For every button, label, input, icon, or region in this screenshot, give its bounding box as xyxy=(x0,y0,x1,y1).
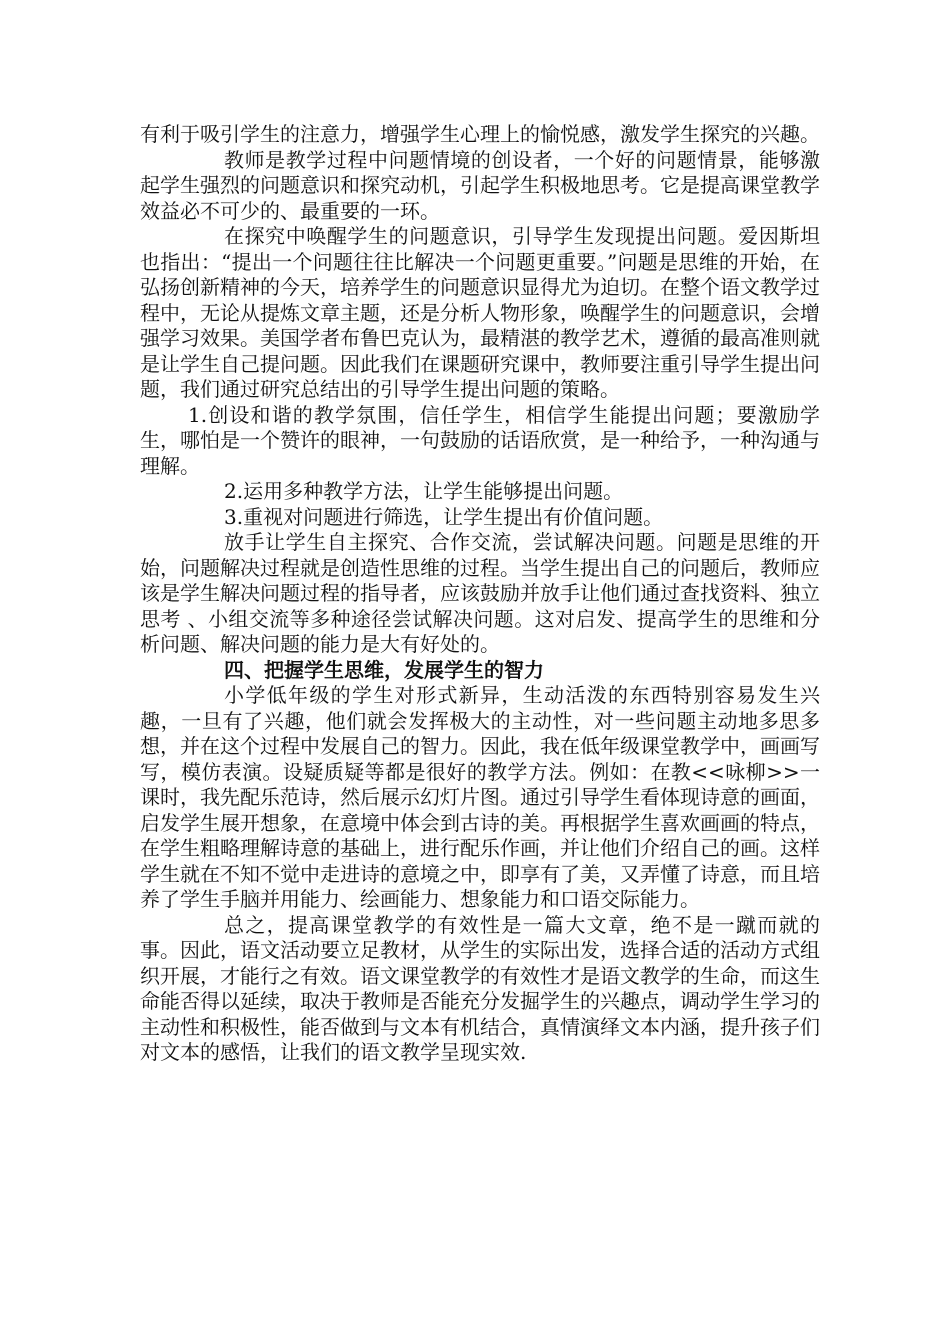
document-page xyxy=(140,122,820,1066)
paragraph-problem-awareness: 在探究中唤醒学生的问题意识，引导学生发现提出问题。爱因斯坦也指出：“提出一个问题往往比解决一个问题更重要。”问题是思维的开始，在弘扬创新精神的今天，培养学生的问题意识显得尤为迫切。在整个语文教学过程中，无论从提炼文章主题，还是分析人物形象，唤醒学生的问题意识，会增强学习效果。美国学者布鲁巴克认为，最精湛的教学艺术，遵循的最高准则就是让学生自己提问题。因此我们在课题研究课中，教师要注重引导学生提出问题，我们通过研究总结出的引导学生提出问题的策略。 xyxy=(140,224,820,401)
list-item-2: 2.运用多种教学方法，让学生能够提出问题。 xyxy=(224,479,624,503)
paragraph-conclusion: 总之，提高课堂教学的有效性是一篇大文章，绝不是一蹴而就的事。因此，语文活动要立足教材，从学生的实际出发，选择合适的活动方式组织开展，才能行之有效。语文课堂教学的有效性才是语文教学的生命，而这生命能否得以延续，取决于教师是否能充分发掘学生的兴趣点，调动学生学习的主动性和积极性，能否做到与文本有机结合，真情演绎文本内涵，提升孩子们对文本的感悟，让我们的语文教学呈现实效. xyxy=(140,912,820,1064)
paragraph-problem-situation: 教师是教学过程中问题情境的创设者，一个好的问题情景，能够激起学生强烈的问题意识和探究动机，引起学生积极地思考。它是提高课堂教学效益必不可少的、最重要的一环。 xyxy=(140,147,820,223)
list-item-1: 1.创设和谐的教学氛围，信任学生，相信学生能提出问题；要激励学生，哪怕是一个赞许的眼神，一句鼓励的话语欣赏，是一种给予，一种沟通与理解。 xyxy=(140,402,820,478)
paragraph-self-exploration: 放手让学生自主探究、合作交流，尝试解决问题。问题是思维的开始，问题解决过程就是创造性思维的过程。当学生提出自己的问题后，教师应该是学生解决问题过程的指导者，应该鼓励并放手让他们通过查找资料、独立思考 、小组交流等多种途径尝试解决问题。这对启发、提高学生的思维和分析问题、解决问题的能力是大有好处的。 xyxy=(140,530,820,656)
paragraph-develop-intelligence: 小学低年级的学生对形式新异，生动活泼的东西特别容易发生兴趣，一旦有了兴趣，他们就会发挥极大的主动性，对一些问题主动地多思多想，并在这个过程中发展自己的智力。因此，我在低年级课堂教学中，画画写写，模仿表演。设疑质疑等都是很好的教学方法。例如：在教<<咏柳>>一课时，我先配乐范诗，然后展示幻灯片图。通过引导学生看体现诗意的画面，启发学生展开想象，在意境中体会到古诗的美。再根据学生喜欢画画的特点，在学生粗略理解诗意的基础上，进行配乐作画，并让他们介绍自己的画。这样学生就在不知不觉中走进诗的意境之中，即享有了美，又弄懂了诗意，而且培养了学生手脑并用能力、绘画能力、想象能力和口语交际能力。 xyxy=(140,683,820,911)
list-item-3: 3.重视对问题进行筛选，让学生提出有价值问题。 xyxy=(224,504,664,529)
paragraph-continuation: 有利于吸引学生的注意力，增强学生心理上的愉悦感，激发学生探究的兴趣。 xyxy=(140,122,820,146)
section-heading: 四、把握学生思维，发展学生的智力 xyxy=(224,657,544,682)
